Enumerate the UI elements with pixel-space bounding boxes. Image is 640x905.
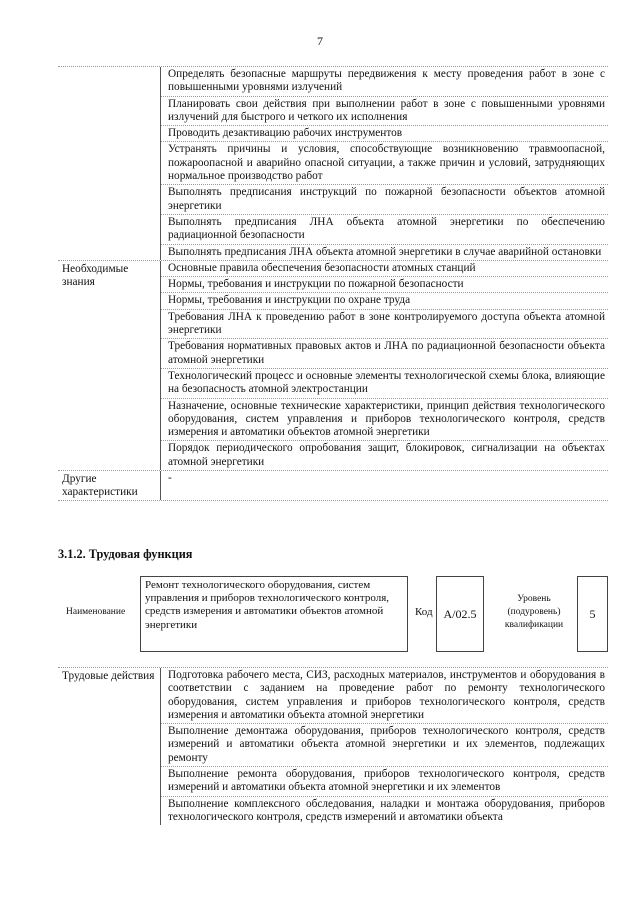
skill-item: Определять безопасные маршруты передвижения к месту проведения работ в зоне с повышенными уровнями излучений: [161, 67, 608, 97]
knowledge-group: [58, 260, 608, 470]
knowledge-item: Основные правила обеспечения безопасности атомных станций: [161, 261, 608, 277]
labor-actions-table: [58, 667, 608, 825]
table-end-rule: [58, 500, 608, 501]
level-box: [577, 576, 608, 652]
labor-action-item: Выполнение ремонта оборудования, приборов технологического контроля, средств измерений и автоматики объекта атомной энергетики и их элементов: [161, 767, 608, 797]
code-value: А/02.5: [443, 606, 477, 621]
knowledge-item: Технологический процесс и основные элементы технологической схемы блока, влияющие на безопасность атомной электростанции: [161, 369, 608, 399]
labor-actions-group: [58, 667, 608, 825]
labor-action-item: Подготовка рабочего места, СИЗ, расходных материалов, инструментов и оборудования в соответствии с заданием на проведение работ по ремонту технологического оборудования, систем управления и приборов технологического контроля, средств измерения и автоматики объекта атомной энергетики: [161, 668, 608, 724]
code-box: [436, 576, 484, 652]
skill-item: Планировать свои действия при выполнении работ в зоне с повышенными уровнями излучений для быстрого и четкого их исполнения: [161, 97, 608, 127]
function-name-box: Ремонт технологического оборудования, систем управления и приборов технологического контроля, средств измерения и автоматики объектов атомной энергетики: [140, 576, 408, 652]
section-title: 3.1.2. Трудовая функция: [58, 547, 193, 561]
skills-group: [58, 66, 608, 260]
page-number: 7: [317, 34, 323, 48]
skill-item: Проводить дезактивацию рабочих инструментов: [161, 126, 608, 142]
other-value: -: [168, 472, 172, 485]
knowledge-item: Требования нормативных правовых актов и ЛНА по радиационной безопасности объекта атомной энергетики: [161, 339, 608, 369]
knowledge-item: Порядок периодического опробования защит, блокировок, сигнализации на объектах атомной энергетики: [168, 442, 605, 468]
skill-item: Выполнять предписания инструкций по пожарной безопасности объектов атомной энергетики: [161, 185, 608, 215]
knowledge-item: Требования ЛНА к проведению работ в зоне контролируемого доступа объекта атомной энергетики: [161, 310, 608, 340]
labor-action-item: Выполнение комплексного обследования, наладки и монтажа оборудования, приборов технологического контроля, средств измерений и автоматики объекта: [168, 797, 605, 823]
knowledge-item: Нормы, требования и инструкции по пожарной безопасности: [161, 277, 608, 293]
other-label: Другие характеристики: [58, 471, 161, 500]
skills-label-cell: [58, 67, 161, 260]
knowledge-item: Назначение, основные технические характеристики, принцип действия технологического оборудования, систем управления и приборов технологического контроля, средств измерения и автоматики объектов атомной энергетики: [161, 399, 608, 442]
level-value: 5: [589, 606, 596, 621]
skill-item: Выполнять предписания ЛНА объекта атомной энергетики в случае аварийной остановки: [168, 245, 602, 258]
level-caption: Уровень (подуровень) квалификации: [504, 594, 564, 630]
requirements-table: [58, 66, 608, 501]
labor-action-item: Выполнение демонтажа оборудования, приборов технологического контроля, средств измерений и автоматики объекта атомной энергетики и их элементов, подлежащих ремонту: [161, 724, 608, 767]
knowledge-label: Необходимые знания: [58, 261, 161, 470]
labor-actions-label: Трудовые действия: [58, 668, 161, 825]
other-group: [58, 470, 608, 500]
code-caption: Код: [415, 606, 433, 618]
skill-item: Устранять причины и условия, способствующие возникновению травмоопасной, пожароопасной и аварийно опасной ситуации, а также причин и условий, затрудняющих нормальное производство работ: [161, 142, 608, 185]
knowledge-item: Нормы, требования и инструкции по охране труда: [161, 293, 608, 309]
name-caption: Наименование: [66, 607, 126, 617]
function-header: [58, 576, 608, 652]
skill-item: Выполнять предписания ЛНА объекта атомной энергетики по обеспечению радиационной безопасности: [161, 215, 608, 245]
